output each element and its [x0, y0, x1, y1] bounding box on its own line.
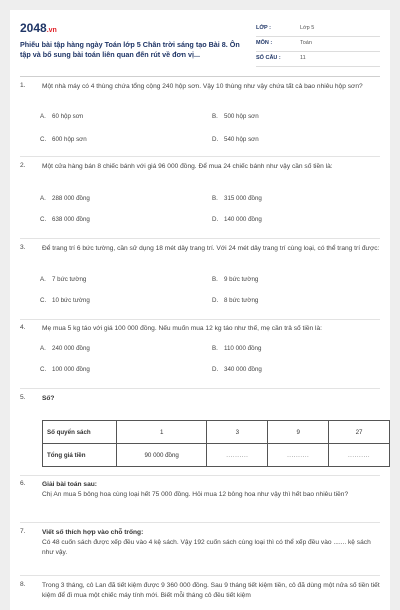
- meta-row-subject: [256, 37, 380, 52]
- option-text: 60 hộp sơn: [52, 113, 84, 120]
- option-b[interactable]: [212, 113, 259, 120]
- option-text: 8 bức tường: [224, 297, 259, 304]
- question-heading: Viết số thích hợp vào chỗ trống:: [42, 529, 144, 536]
- question-text: Mẹ mua 5 kg táo với giá 100 000 đồng. Nếu muốn mua 12 kg táo như thế, mẹ cần trả số tiền là:: [42, 325, 322, 332]
- question-text: Trong 3 tháng, cô Lan đã tiết kiệm được 9 360 000 đồng. Sau 9 tháng tiết kiệm tiền, cô đã dùng một nửa số tiền tiết kiệm để đi mua một chiếc máy tính mới. Biết mỗi tháng cô đều tiết kiệm: [42, 582, 380, 599]
- logo-main: 2048: [20, 21, 47, 35]
- option-c[interactable]: [40, 297, 90, 304]
- option-letter: B.: [212, 195, 218, 202]
- option-letter: C.: [40, 297, 47, 304]
- option-letter: A.: [40, 276, 46, 283]
- meta-value: Lớp 5: [300, 25, 315, 31]
- worksheet-page: [10, 10, 390, 610]
- question-text: Có 48 cuốn sách được xếp đều vào 4 kệ sách. Vậy 192 cuốn sách cùng loại thì có thể xếp đều vào ....... kệ sách như vậy.: [42, 539, 371, 556]
- option-text: 540 hộp sơn: [224, 136, 259, 143]
- question-text: Một nhà máy có 4 thùng chứa tổng cộng 240 hộp sơn. Vậy 10 thùng như vậy chứa tất cả bao nhiêu hộp sơn?: [42, 83, 363, 90]
- option-letter: A.: [40, 195, 46, 202]
- fill-table: [42, 420, 390, 467]
- meta-key: MÔN :: [256, 40, 273, 46]
- option-text: 7 bức tường: [52, 276, 87, 283]
- question-number: 4.: [20, 324, 26, 331]
- option-letter: A.: [40, 345, 46, 352]
- option-c[interactable]: [40, 216, 90, 223]
- blank-cell[interactable]: ..........: [268, 444, 329, 467]
- option-letter: C.: [40, 136, 47, 143]
- option-d[interactable]: [212, 297, 258, 304]
- question-text: Một cửa hàng bán 8 chiếc bánh với giá 96 000 đồng. Để mua 24 chiếc bánh như vậy cần số tiền là:: [42, 163, 333, 170]
- site-logo[interactable]: [20, 21, 57, 35]
- question-divider: [20, 522, 380, 523]
- meta-value: 11: [300, 55, 306, 61]
- table-row: [43, 444, 390, 467]
- logo-tld: .vn: [46, 27, 57, 34]
- option-a[interactable]: [40, 345, 90, 352]
- option-b[interactable]: [212, 195, 262, 202]
- question-heading: Số?: [42, 395, 55, 402]
- meta-key: SỐ CÂU :: [256, 55, 281, 61]
- table-cell: 90 000 đồng: [117, 444, 207, 467]
- option-letter: D.: [212, 136, 219, 143]
- question-divider: [20, 475, 380, 476]
- option-letter: C.: [40, 216, 47, 223]
- option-b[interactable]: [212, 276, 258, 283]
- option-text: 315 000 đồng: [224, 195, 262, 202]
- table-cell: 27: [329, 421, 390, 444]
- option-text: 140 000 đồng: [224, 216, 262, 223]
- worksheet-title: Phiếu bài tập hàng ngày Toán lớp 5 Chân trời sáng tạo Bài 8. Ôn tập và bổ sung bài toán liên quan đến rút về đơn vị...: [20, 40, 240, 59]
- table-cell: 3: [207, 421, 268, 444]
- option-b[interactable]: [212, 345, 261, 352]
- option-text: 240 000 đồng: [52, 345, 90, 352]
- option-letter: D.: [212, 366, 219, 373]
- option-text: 288 000 đồng: [52, 195, 90, 202]
- question-divider: [20, 575, 380, 576]
- option-d[interactable]: [212, 216, 262, 223]
- meta-panel: [256, 22, 380, 67]
- option-text: 638 000 đồng: [52, 216, 90, 223]
- question-number: 1.: [20, 82, 26, 89]
- table-row: [43, 421, 390, 444]
- option-letter: D.: [212, 297, 219, 304]
- option-text: 340 000 đồng: [224, 366, 262, 373]
- option-text: 500 hộp sơn: [224, 113, 259, 120]
- option-a[interactable]: [40, 195, 90, 202]
- meta-key: LỚP :: [256, 25, 271, 31]
- meta-row-grade: [256, 22, 380, 37]
- question-text: Chị An mua 5 bông hoa cùng loại hết 75 000 đồng. Hỏi mua 12 bông hoa như vậy thì hết bao nhiêu tiền?: [42, 491, 349, 498]
- question-heading: Giải bài toán sau:: [42, 481, 97, 488]
- option-text: 110 000 đồng: [224, 345, 262, 352]
- question-number: 7.: [20, 528, 26, 535]
- question-divider: [20, 388, 380, 389]
- row-header: Số quyển sách: [43, 421, 117, 444]
- question-text: Để trang trí 6 bức tường, cần sử dụng 18 mét dây trang trí. Với 24 mét dây trang trí cùng loại, có thể trang trí được:: [42, 245, 380, 252]
- question-number: 2.: [20, 162, 26, 169]
- option-c[interactable]: [40, 136, 87, 143]
- question-divider: [20, 319, 380, 320]
- option-letter: B.: [212, 113, 218, 120]
- meta-value: Toán: [300, 40, 312, 46]
- table-cell: 9: [268, 421, 329, 444]
- option-a[interactable]: [40, 113, 83, 120]
- row-header: Tổng giá tiền: [43, 444, 117, 467]
- header-divider: [20, 76, 380, 77]
- option-text: 100 000 đồng: [52, 366, 90, 373]
- option-letter: D.: [212, 216, 219, 223]
- option-c[interactable]: [40, 366, 90, 373]
- option-letter: A.: [40, 113, 46, 120]
- option-text: 9 bức tường: [224, 276, 259, 283]
- option-letter: B.: [212, 276, 218, 283]
- blank-cell[interactable]: ..........: [329, 444, 390, 467]
- option-a[interactable]: [40, 276, 86, 283]
- table-cell: 1: [117, 421, 207, 444]
- question-number: 8.: [20, 581, 26, 588]
- meta-row-count: [256, 52, 380, 67]
- option-text: 10 bức tường: [52, 297, 90, 304]
- option-d[interactable]: [212, 136, 259, 143]
- option-letter: B.: [212, 345, 218, 352]
- blank-cell[interactable]: ..........: [207, 444, 268, 467]
- question-divider: [20, 156, 380, 157]
- option-d[interactable]: [212, 366, 262, 373]
- option-letter: C.: [40, 366, 47, 373]
- question-divider: [20, 238, 380, 239]
- question-number: 5.: [20, 394, 26, 401]
- worksheet-header: [20, 18, 382, 74]
- option-text: 600 hộp sơn: [52, 136, 87, 143]
- question-number: 3.: [20, 244, 26, 251]
- question-number: 6.: [20, 480, 26, 487]
